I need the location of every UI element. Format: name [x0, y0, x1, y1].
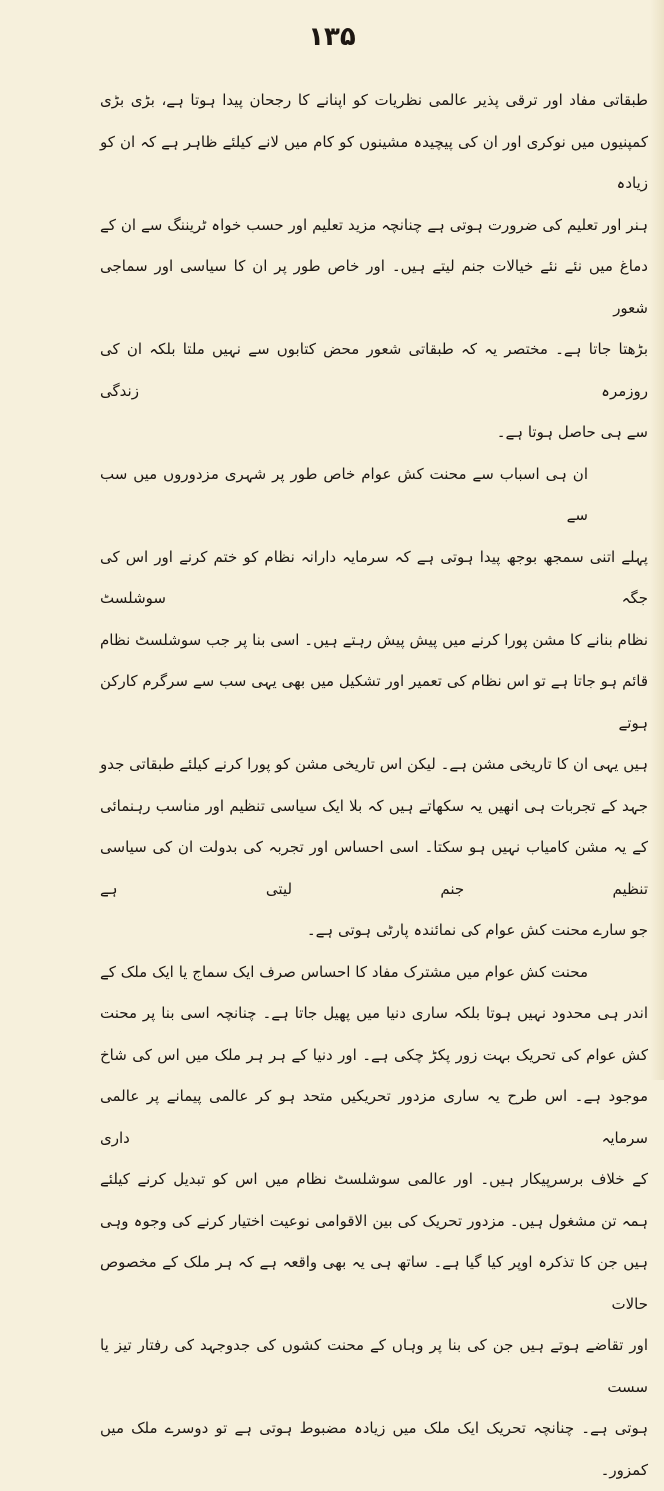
text-line: دماغ میں نئے نئے خیالات جنم لیتے ہیں۔ اور خاص طور پر ان کا سیاسی اور سماجی شعور — [100, 246, 648, 329]
text-line: جو سارے محنت کش عوام کی نمائندہ پارٹی ہوتی ہے۔ — [100, 910, 648, 952]
text-line: کمپنیوں میں نوکری اور ان کی پیچیدہ مشینوں کو کام میں لانے کیلئے ظاہر ہے کہ ان کو زیادہ — [100, 122, 648, 205]
text-line: قائم ہو جاتا ہے تو اس نظام کی تعمیر اور تشکیل میں بھی یہی سب سے سرگرم کارکن ہوتے — [100, 661, 648, 744]
text-line: جہد کے تجربات ہی انھیں یہ سکھاتے ہیں کہ بلا ایک سیاسی تنظیم اور مناسب رہنمائی — [100, 786, 648, 828]
text-line: کے یہ مشن کامیاب نہیں ہو سکتا۔ اسی احساس اور تجربہ کی بدولت ان کی سیاسی تنظیم جنم لیتی ہے — [100, 827, 648, 910]
paragraph — [100, 80, 648, 454]
text-line: نظام بنانے کا مشن پورا کرنے میں پیش پیش رہتے ہیں۔ اسی بنا پر جب سوشلسٹ نظام — [100, 620, 648, 662]
text-line: کے خلاف برسرپیکار ہیں۔ اور عالمی سوشلسٹ نظام میں اس کو تبدیل کرنے کیلئے — [100, 1159, 648, 1201]
text-line: ہنر اور تعلیم کی ضرورت ہوتی ہے چنانچہ مزید تعلیم اور حسب خواہ ٹریننگ سے ان کے — [100, 205, 648, 247]
text-line: اندر ہی محدود نہیں ہوتا بلکہ ساری دنیا میں پھیل جاتا ہے۔ چنانچہ اسی بنا پر محنت — [100, 993, 648, 1035]
paragraph — [100, 952, 648, 1491]
text-line: اور تقاضے ہوتے ہیں جن کی بنا پر وہاں کے محنت کشوں کی جدوجہد کی رفتار تیز یا سست — [100, 1325, 648, 1408]
text-line: پہلے اتنی سمجھ بوجھ پیدا ہوتی ہے کہ سرمایہ دارانہ نظام کو ختم کرنے اور اس کی جگہ سوشلسٹ — [100, 537, 648, 620]
text-line: بڑھتا جاتا ہے۔ مختصر یہ کہ طبقاتی شعور محض کتابوں سے نہیں ملتا بلکہ ان کی روزمرہ زندگی — [100, 329, 648, 412]
body-text — [100, 80, 648, 1491]
text-line: سے ہی حاصل ہوتا ہے۔ — [100, 412, 648, 454]
text-line: موجود ہے۔ اس طرح یہ ساری مزدور تحریکیں متحد ہو کر عالمی پیمانے پر عالمی سرمایہ داری — [100, 1076, 648, 1159]
text-line: کش عوام کی تحریک بہت زور پکڑ چکی ہے۔ اور دنیا کے ہر ہر ملک میں اس کی شاخ — [100, 1035, 648, 1077]
text-line: ہوتی ہے۔ چنانچہ تحریک ایک ملک میں زیادہ مضبوط ہوتی ہے تو دوسرے ملک میں کمزور۔ — [100, 1408, 648, 1491]
text-line: ان ہی اسباب سے محنت کش عوام خاص طور پر شہری مزدوروں میں سب سے — [100, 454, 648, 537]
text-line: ہیں جن کا تذکرہ اوپر کیا گیا ہے۔ ساتھ ہی یہ بھی واقعہ ہے کہ ہر ملک کے مخصوص حالات — [100, 1242, 648, 1325]
paragraph — [100, 454, 648, 952]
page-number: ۱۳۵ — [0, 22, 664, 52]
text-line: طبقاتی مفاد اور ترقی پذیر عالمی نظریات کو اپنانے کا رجحان پیدا ہوتا ہے، بڑی بڑی — [100, 80, 648, 122]
page-edge-shadow — [650, 0, 664, 1080]
text-line: محنت کش عوام میں مشترک مفاد کا احساس صرف ایک سماج یا ایک ملک کے — [100, 952, 648, 994]
text-line: ہمہ تن مشغول ہیں۔ مزدور تحریک کی بین الاقوامی نوعیت اختیار کرنے کی وجوہ وہی — [100, 1201, 648, 1243]
text-line: ہیں یہی ان کا تاریخی مشن ہے۔ لیکن اس تاریخی مشن کو پورا کرنے کیلئے طبقاتی جدو — [100, 744, 648, 786]
